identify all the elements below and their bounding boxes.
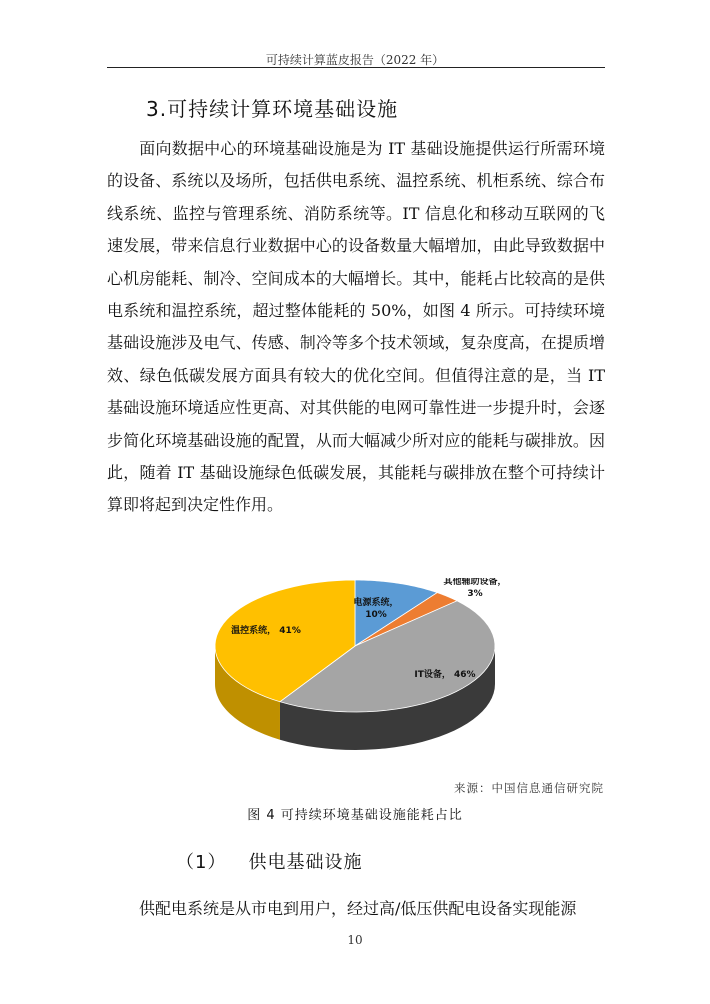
pie-label: 电源系统， xyxy=(353,598,399,608)
pie-chart xyxy=(200,578,510,758)
body-paragraph xyxy=(107,133,605,522)
chart-source: 来源：中国信息通信研究院 xyxy=(454,781,604,795)
pie-label: 温控系统， 41% xyxy=(231,626,301,636)
subsection-number: （1） xyxy=(176,852,227,873)
paragraph-text-2: 供配电系统是从市电到用户，经过高/低压供配电设备实现能源 xyxy=(139,899,577,918)
figure-caption: 图 4 可持续环境基础设施能耗占比 xyxy=(247,808,463,823)
pie-value-label: 10% xyxy=(365,610,387,620)
pie-label: 其他辅助设备， xyxy=(443,578,507,587)
pie-value-label: 3% xyxy=(467,589,483,599)
header-rule xyxy=(107,67,605,68)
header-title: 可持续计算蓝皮报告（2022 年） xyxy=(265,53,445,67)
subsection-title: 供电基础设施 xyxy=(248,852,363,873)
body-paragraph-2 xyxy=(107,894,605,924)
section-heading: 3.可持续计算环境基础设施 xyxy=(146,97,399,121)
paragraph-text: 面向数据中心的环境基础设施是为 IT 基础设施提供运行所需环境的设备、系统以及场所，包括供电系统、温控系统、机柜系统、综合布线系统、监控与管理系统、消防系统等。IT 信息化和移动互联网的飞速发展，带来信息行业数据中心的设备数量大幅增加，由此导致数据中心机房能耗、制冷、空间成本的大幅增长。其中，能耗占比较高的是供电系统和温控系统，超过整体能耗的 50%，如图 4 所示。可持续环境基础设施涉及电气、传感、制冷等多个技术领域，复杂度高，在提质增效、绿色低碳发展方面具有较大的优化空间。但值得注意的是，当 IT 基础设施环境适应性更高、对其供能的电网可靠性进一步提升时，会逐步简化环境基础设施的配置，从而大幅减少所对应的能耗与碳排放。因此，随着 IT 基础设施绿色低碳发展，其能耗与碳排放在整个可持续计算即将起到决定性作用。 xyxy=(107,139,605,515)
pie-label: IT设备， 46% xyxy=(414,670,476,680)
subsection-heading xyxy=(176,848,362,874)
page-number: 10 xyxy=(347,933,363,947)
